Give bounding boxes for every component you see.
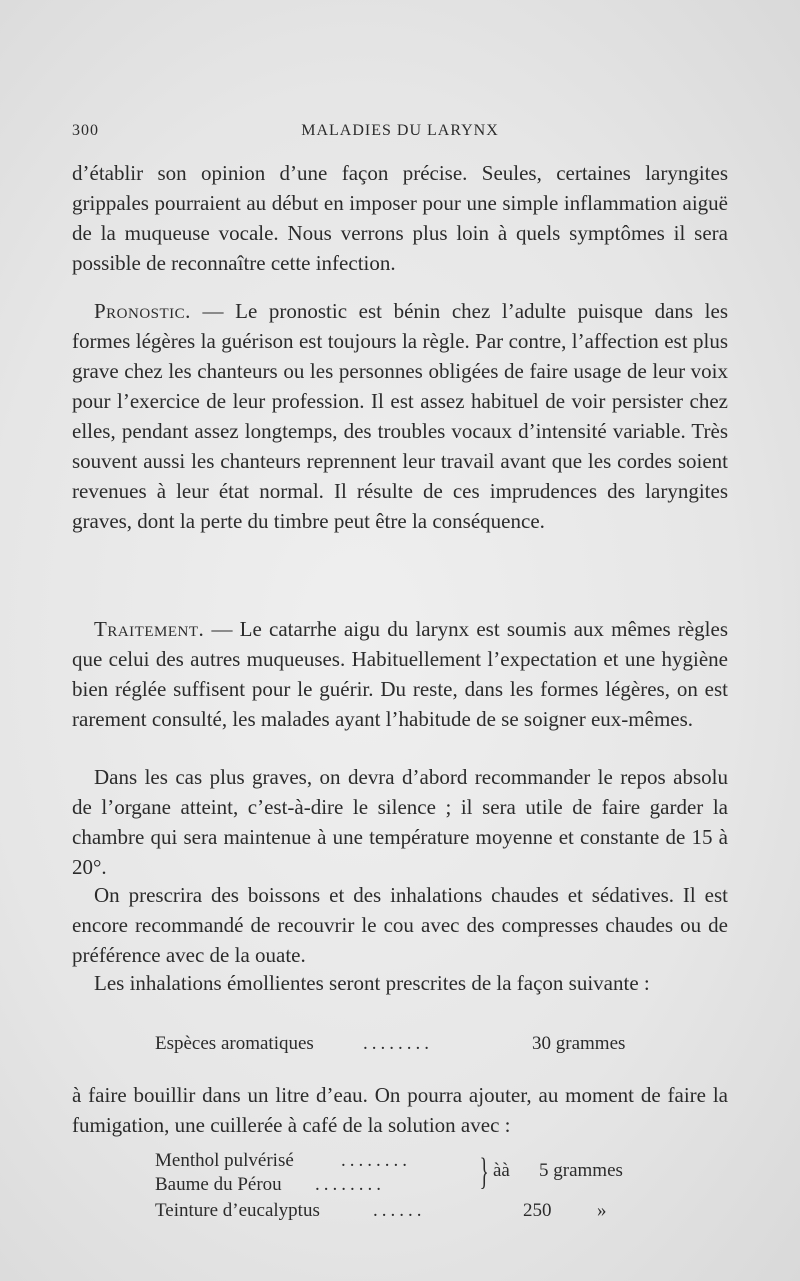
paragraph-pronostic-body: — Le pronostic est bénin chez l’adulte puisque dans les formes légères la guérison est toujours la règle. Par contre, l’affection est plus grave chez les chanteurs ou les personnes obligées de faire usage de leur voix pour l’exercice de leur profession. Il est assez habituel de voir persister chez elles, pendant assez longtemps, des troubles vocaux d’intensité variable. Très souvent aussi les chanteurs reprennent leur travail avant que les cordes soient revenues à leur état normal. Il résulte de ces imprudences des laryngites graves, dont la perte du timbre peut être la conséquence. [72, 299, 728, 533]
paragraph-inhalations: Les inhalations émollientes seront prescrites de la façon suivante : [94, 971, 650, 995]
section-heading-traitement: Traitement. [94, 617, 205, 641]
formula-item: Teinture d’eucalyptus [155, 1200, 320, 1221]
leader-dots: ...... [373, 1200, 426, 1221]
formula-item: Menthol pulvérisé [155, 1150, 294, 1171]
section-heading-pronostic: Pronostic. [94, 299, 191, 323]
shared-quantity: 5 grammes [539, 1160, 623, 1181]
formula-row-baume [155, 1172, 385, 1198]
brace-symbol: } [479, 1151, 489, 1193]
page-number: 300 [72, 122, 99, 139]
recipe-item: Espèces aromatiques [155, 1033, 314, 1054]
eucalyptus-quantity: 250 [523, 1200, 552, 1221]
paragraph-traitement-body: — Le catarrhe aigu du larynx est soumis aux mêmes règles que celui des autres muqueuses. Habituellement l’expectation et une hygiène bien réglée suffisent pour le guérir. Du reste, dans les formes légères, on est rarement consulté, les malades ayant l’habitude de se soigner eux-mêmes. [72, 617, 728, 731]
leader-dots: ........ [315, 1174, 385, 1195]
paragraph-traitement [72, 614, 728, 734]
formula-row-eucalyptus [155, 1198, 426, 1224]
ditto-mark: » [597, 1200, 607, 1221]
formula-row-menthol [155, 1148, 411, 1174]
running-header [72, 122, 728, 146]
paragraph-pronostic [72, 296, 728, 536]
formula-item: Baume du Pérou [155, 1174, 282, 1195]
ana-abbreviation: àà [493, 1160, 510, 1181]
recipe-line-especes [155, 1031, 626, 1057]
leader-dots: ........ [363, 1033, 433, 1054]
running-title: MALADIES DU LARYNX [301, 122, 499, 139]
paragraph-bouillir: à faire bouillir dans un litre d’eau. On pourra ajouter, au moment de faire la fumigation, une cuillerée à café de la solution avec : [72, 1083, 728, 1137]
recipe-quantity: 30 grammes [532, 1033, 626, 1054]
formula-block [155, 1148, 715, 1228]
paragraph-intro: d’établir son opinion d’une façon précise. Seules, certaines laryngites grippales pourraient au début en imposer pour une simple inflammation aiguë de la muqueuse vocale. Nous verrons plus loin à quels symptômes il sera possible de reconnaître cette infection. [72, 161, 728, 275]
leader-dots: ........ [341, 1150, 411, 1171]
paragraph-cas-graves: Dans les cas plus graves, on devra d’abord recommander le repos absolu de l’organe atteint, c’est-à-dire le silence ; il sera utile de faire garder la chambre qui sera maintenue à une température moyenne et constante de 15 à 20°. [72, 765, 728, 879]
paragraph-boissons: On prescrira des boissons et des inhalations chaudes et sédatives. Il est encore recommandé de recouvrir le cou avec des compresses chaudes ou de préférence avec de la ouate. [72, 883, 728, 967]
